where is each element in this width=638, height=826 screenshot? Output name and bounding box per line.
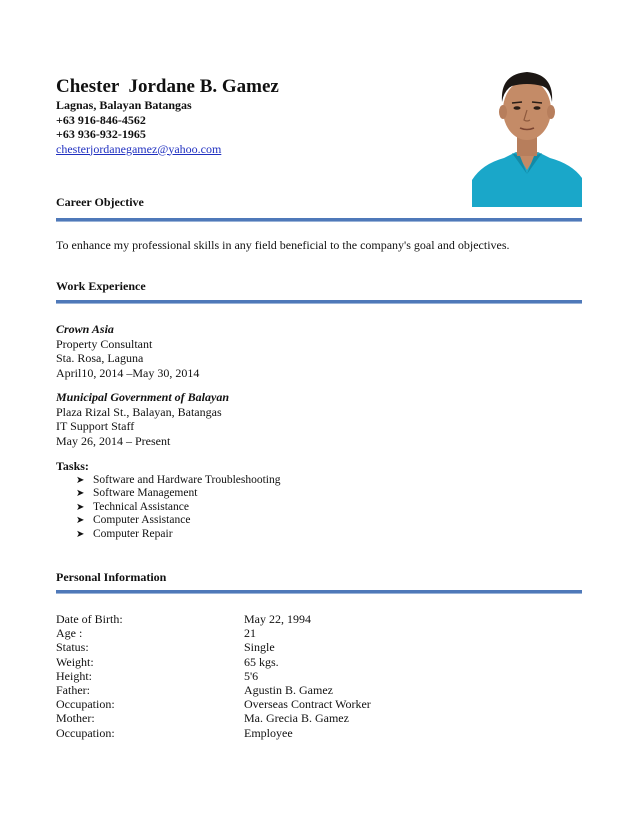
- list-item: ➤ Computer Assistance: [76, 514, 191, 526]
- info-row: [56, 683, 371, 697]
- info-row: [56, 726, 371, 740]
- job-location: Plaza Rizal St., Balayan, Batangas: [56, 404, 222, 419]
- job-position: Property Consultant: [56, 336, 153, 351]
- info-row: [56, 711, 371, 725]
- info-label: Father:: [56, 683, 90, 698]
- info-row: [56, 640, 371, 654]
- phone-1: +63 916-846-4562: [56, 112, 146, 127]
- info-value: Employee: [244, 725, 293, 740]
- tasks-block: [56, 460, 280, 541]
- list-item: ➤ Software and Hardware Troubleshooting: [76, 473, 281, 486]
- info-value: 65 kgs.: [244, 654, 279, 669]
- address: Lagnas, Balayan Batangas: [56, 98, 192, 112]
- career-objective-text: To enhance my professional skills in any field beneficial to the company's goal and objectives.: [56, 238, 510, 252]
- tasks-label: Tasks:: [56, 459, 89, 473]
- list-item: ➤ Technical Assistance: [76, 500, 189, 513]
- tasks-list: [56, 474, 280, 542]
- profile-photo: [472, 52, 582, 207]
- info-label: Date of Birth:: [56, 612, 123, 626]
- career-objective-heading: Career Objective: [56, 195, 144, 209]
- info-value: May 22, 1994: [244, 612, 311, 626]
- personal-information-heading: Personal Information: [56, 570, 167, 584]
- info-label: Weight:: [56, 654, 94, 669]
- info-value: 21: [244, 626, 256, 641]
- info-label: Height:: [56, 668, 92, 683]
- phone-2: +63 936-932-1965: [56, 127, 146, 141]
- section-divider: [56, 590, 582, 594]
- info-value: Overseas Contract Worker: [244, 697, 371, 712]
- job-entry: [56, 390, 229, 448]
- info-label: Occupation:: [56, 725, 115, 740]
- list-item: ➤ Computer Repair: [76, 527, 173, 540]
- info-label: Occupation:: [56, 697, 115, 712]
- info-value: Single: [244, 640, 275, 655]
- applicant-name: Chester Jordane B. Gamez: [56, 76, 279, 97]
- info-row: [56, 669, 371, 683]
- info-row: [56, 697, 371, 711]
- info-row: [56, 612, 371, 626]
- arrow-bullet-icon: ➤: [76, 474, 85, 486]
- section-divider: [56, 300, 582, 304]
- arrow-bullet-icon: ➤: [76, 515, 85, 526]
- work-experience-heading: Work Experience: [56, 279, 146, 293]
- arrow-bullet-icon: ➤: [76, 501, 85, 513]
- job-position: IT Support Staff: [56, 419, 135, 433]
- info-label: Mother:: [56, 711, 95, 726]
- section-divider: [56, 218, 582, 222]
- company-name: Municipal Government of Balayan: [56, 390, 230, 404]
- job-dates: April10, 2014 –May 30, 2014: [56, 365, 200, 380]
- info-label: Age :: [56, 626, 83, 641]
- job-entry: [56, 322, 199, 380]
- info-row: [56, 626, 371, 640]
- info-value: 5'6: [244, 668, 259, 683]
- list-item: ➤ Software Management: [76, 487, 198, 499]
- job-dates: May 26, 2014 – Present: [56, 433, 171, 448]
- company-name: Crown Asia: [56, 322, 114, 336]
- info-label: Status:: [56, 640, 89, 655]
- arrow-bullet-icon: ➤: [76, 488, 85, 499]
- info-row: [56, 655, 371, 669]
- personal-info-table: [56, 612, 371, 740]
- contact-block: [56, 98, 221, 156]
- info-value: Ma. Grecia B. Gamez: [244, 711, 349, 726]
- arrow-bullet-icon: ➤: [76, 528, 85, 540]
- job-location: Sta. Rosa, Laguna: [56, 351, 144, 365]
- email-link[interactable]: chesterjordanegamez@yahoo.com: [56, 141, 222, 156]
- info-value: Agustin B. Gamez: [244, 683, 333, 698]
